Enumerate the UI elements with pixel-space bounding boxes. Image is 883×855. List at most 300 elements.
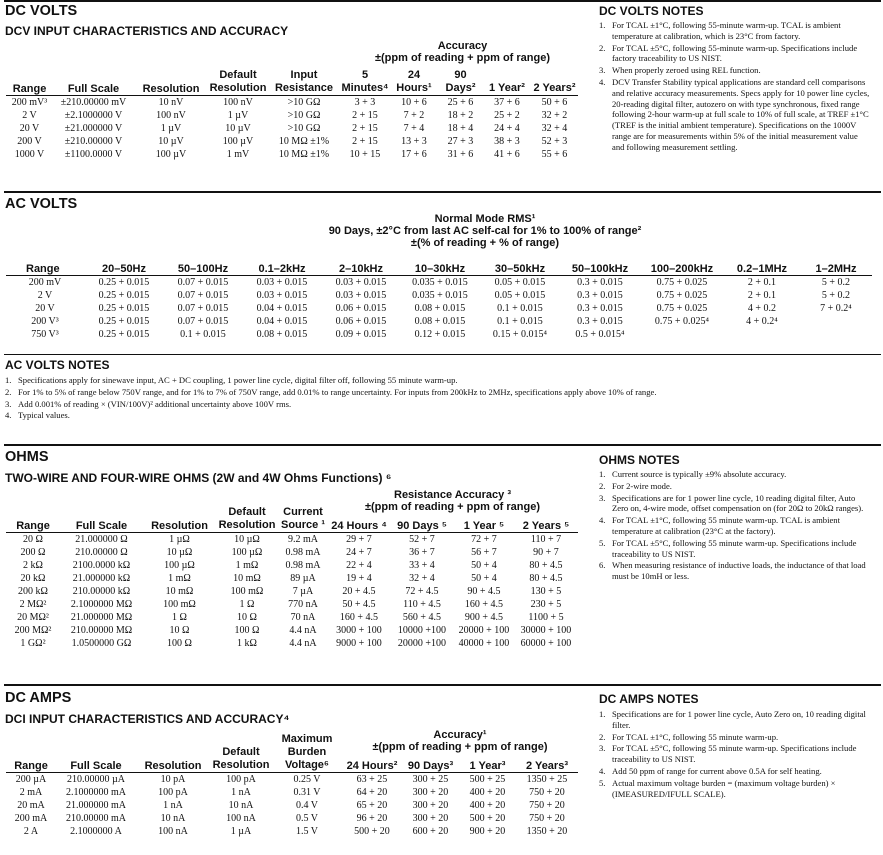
dci-cell: 20 mA [17,800,45,811]
acv-cell: 0.05 + 0.015 [494,290,546,301]
dcv-table-row [6,109,578,122]
acv-cell: 0.07 + 0.015 [164,276,242,290]
acv-col-1-2M: 1–2MHz [815,263,857,275]
dci-col-24h: 24 Hours² [346,760,398,772]
dcv-cell: 100 nV [208,96,268,110]
dcv-cell: 7 + 4 [403,123,425,134]
acv-cell: 0.25 + 0.015 [98,329,150,340]
dci-table-row [6,812,578,825]
dcv-cell: 100 µV [222,136,254,147]
dcv-subtitle: DCV INPUT CHARACTERISTICS AND ACCURACY [5,24,289,38]
acv-cell [724,328,800,341]
ohms-cell: 100 µΩ [231,547,263,558]
dcv-notes-title: DC VOLTS NOTES [599,4,704,18]
ohms-notes [599,469,871,583]
dcv-cell: ±210.00000 mV [53,96,134,110]
ohms-col-fullscale: Full Scale [75,520,128,532]
dci-cell: 100 pA [210,773,272,787]
dci-cell: 100 pA [158,787,188,798]
ohms-table-row [6,572,578,585]
ohms-cell: 200 Ω [20,547,46,558]
dcv-cell: ±210.00000 V [64,136,123,147]
dcv-cell: 200 mV³ [6,96,53,110]
ohms-cell: 29 + 7 [328,533,390,547]
acv-cell: 0.04 + 0.015 [256,303,308,314]
dcv-cell: 13 + 3 [401,136,427,147]
dci-cell: 750 + 20 [529,813,565,824]
ohms-cell: 30000 + 100 [520,625,572,636]
dci-table-row [6,825,578,838]
dcv-note-item: 3. When properly zeroed using REL function. [599,65,761,76]
dcv-cell: 3 + 3 [340,96,390,110]
acv-cell: 0.04 + 0.015 [256,316,308,327]
acv-col-50-100k: 50–100kHz [571,263,629,275]
dci-cell: 1350 + 20 [526,826,568,837]
acv-cell: 0.05 + 0.015 [480,276,560,290]
dcv-cell: 100 µV [155,149,187,160]
dci-cell: 2.1000000 A [70,826,122,837]
ohms-cell: 72 + 4.5 [405,586,439,597]
ohms-cell: 4.4 nA [289,638,317,649]
ohms-cell: 9.2 mA [278,533,328,547]
dci-note-text: For TCAL ±5°C, following 55 minute warm-up. Specifications include traceability to US NIST. [612,743,857,765]
acv-cell: 2 + 0.1 [747,290,777,301]
dci-cell: 200 µA [6,773,56,787]
ohms-col-1y: 1 Year ⁵ [463,520,505,532]
dcv-cell: ±2.1000000 V [64,110,123,121]
ohms-cell: 1.0500000 GΩ [71,638,132,649]
ohms-cell: 21.000000 Ω [60,533,143,547]
acv-cell: 0.75 + 0.025⁴ [654,316,710,327]
ohms-table-row [6,533,578,547]
dcv-cell: 32 + 2 [541,110,568,121]
dcv-cell: 41 + 6 [494,149,520,160]
dcv-cell: 24 + 4 [494,123,520,134]
acv-col-10-30k: 10–30kHz [414,263,466,275]
ohms-cell: 21.000000 MΩ [70,612,133,623]
acv-table-row [6,302,872,315]
dci-cell: 210.00000 µA [56,773,136,787]
dcv-cell: 55 + 6 [541,149,568,160]
dcv-cell: 27 + 3 [447,136,474,147]
dci-cell: 21.000000 mA [66,800,126,811]
ohms-cell: 160 + 4.5 [339,612,379,623]
acv-cell: 5 + 0.2 [821,290,851,301]
acv-cell: 0.035 + 0.015 [412,290,468,301]
dcv-col-resolution: Resolution [142,83,200,95]
ohms-cell: 0.98 mA [285,547,321,558]
ohms-cell: 9000 + 100 [336,638,382,649]
ohms-note-item: 1. Current source is typically ±9% absolute accuracy. [599,469,787,479]
acv-cell: 0.06 + 0.015 [335,316,387,327]
ohms-cell: 89 µA [290,573,316,584]
ohms-cell: 10 mΩ [165,586,194,597]
ohms-cell: 10 µΩ [166,547,193,558]
ohms-col-2y: 2 Years ⁵ [522,520,570,532]
ohms-top-rule [4,444,881,446]
ohms-cell: 100 Ω [234,625,260,636]
dcv-note-item: 1. For TCAL ±1°C, following 55-minute warm-up. TCAL is ambient temperature at calibration, which is 23°C from factory. [599,20,841,41]
acv-cell: 0.08 + 0.015 [414,316,466,327]
dci-cell: 0.4 V [295,800,319,811]
ohms-cell: 50 + 4 [471,573,497,584]
dci-cell: 63 + 25 [342,773,402,787]
acv-note-text: Add 0.001% of reading × (VIN/100V)² additional uncertainty above 100V rms. [18,398,292,409]
dci-table-row [6,799,578,812]
acv-cell: 0.07 + 0.015 [177,290,229,301]
acv-cell: 0.08 + 0.015 [414,303,466,314]
dcv-cell: 1 µV [227,110,249,121]
acv-cell: 0.1 + 0.015 [180,329,226,340]
ohms-cell: 33 + 4 [409,560,435,571]
dcv-cell: 1000 V [14,149,45,160]
ohms-cell: 2.1000000 MΩ [70,599,133,610]
dci-col-burden: Maximum Burden Voltage⁶ [281,733,333,771]
ohms-cell: 1 Ω [239,599,255,610]
acv-table-row [6,315,872,328]
dcv-cell: 37 + 6 [483,96,531,110]
ohms-cell: 1 kΩ [237,638,257,649]
acv-title: AC VOLTS [5,196,78,212]
ohms-cell: 110 + 4.5 [403,599,441,610]
ohms-note-item: 4. For TCAL ±1°C, following 55 minute warm-up. TCAL is ambient temperature at calibration (23°C at the factory). [599,515,840,536]
ohms-note-text: For TCAL ±1°C, following 55 minute warm-up. TCAL is ambient temperature at calibration (23°C at the factory). [612,515,840,536]
ohms-cell: 2100.0000 kΩ [72,560,131,571]
acv-cell: 0.3 + 0.015 [577,303,623,314]
ohms-note-text: When measuring resistance of inductive loads, the inductance of that load must be 10mH or less. [612,560,866,582]
dci-cell: 300 + 20 [412,813,449,824]
dcv-cell: 17 + 6 [401,149,427,160]
acv-cell: 0.25 + 0.015 [98,316,150,327]
dci-cell: 1 µA [230,826,252,837]
ohms-cell: 3000 + 100 [336,625,382,636]
acv-cell: 0.3 + 0.015 [577,316,623,327]
acv-top-rule [4,191,881,193]
acv-cell: 0.25 + 0.015 [84,276,164,290]
dcv-cell: 10 + 15 [349,149,381,160]
dci-cell: 65 + 20 [356,800,388,811]
ohms-cell: 90 + 4.5 [467,586,501,597]
dcv-cell: 18 + 2 [447,110,474,121]
dci-cell: 100 nA [158,826,188,837]
ohms-col-current: Current Source ¹ [280,506,325,531]
ohms-cell: 70 nA [290,612,316,623]
dcv-cell: 25 + 6 [438,96,483,110]
dcv-note-item: 4. DCV Transfer Stability typical applications are standard cell comparisons and relative accuracy measurements. Specs apply for 10 power line cycles, 20-reading digital filter, autozero on with type synchronous, fixed range following 2-hour warm-up at full scale to 10% of full scale, at TREF ±1°C (TREF is the initial ambient temperature). Specifications on the 1000V range are for measurements within 5% of the initial measurement value and following measurement settling. [599,76,870,152]
acv-col-0.2-1M: 0.2–1MHz [736,263,788,275]
dcv-col-24h: 24 Hours¹ [396,69,432,94]
ohms-table-row [6,546,578,559]
ohms-cell: 210.00000 Ω [75,547,128,558]
dci-cell: 300 + 25 [402,773,459,787]
dcv-table-row [6,122,578,135]
acv-note-item: 2. For 1% to 5% of range below 750V range, and for 1% to 7% of 750V range, add 0.01% to range uncertainty. For inputs from 200kHz to 2MHz, specifications apply above 10% of range. [5,386,657,397]
dci-cell: 2 A [23,826,39,837]
ohms-accuracy-header: Resistance Accuracy ³ ±(ppm of reading + ppm of range) [364,489,540,513]
ohms-cell: 560 + 4.5 [402,612,442,623]
ohms-note-text: For TCAL ±5°C, following 55 minute warm-up. Specifications include traceability to US NIST. [612,537,857,559]
dci-table-row [6,773,578,787]
ohms-table-row [6,585,578,598]
dcv-cell: 32 + 4 [541,123,568,134]
dcv-cell: >10 GΩ [287,110,321,121]
dci-cell: 900 + 20 [469,826,506,837]
dcv-cell: 100 nV [156,110,186,121]
dci-note-item: 5. Actual maximum voltage burden = (maximum voltage burden) × (IMEASURED/IFULL SCALE). [599,777,836,799]
dcv-col-5min: 5 Minutes⁴ [341,69,389,94]
acv-note-text: Specifications apply for sinewave input, AC + DC coupling, 1 power line cycle, digital filter off, following 55 minute warm-up. [18,375,458,385]
ohms-cell: 0.98 mA [285,560,321,571]
ohms-note-text: For 2-wire mode. [612,480,672,491]
ohms-cell: 210.00000 kΩ [72,586,131,597]
ohms-col-resolution: Resolution [151,520,208,532]
acv-col-100-200k: 100–200kHz [650,263,714,275]
dci-note-text: For TCAL ±1°C, following 55 minute warm-up. [612,731,779,742]
acv-cell: 0.75 + 0.025 [640,276,724,290]
ohms-cell: 100 mΩ [230,586,264,597]
ohms-cell: 50 + 4.5 [342,599,376,610]
ohms-cell: 20 + 4.5 [342,586,376,597]
ohms-cell: 7 µA [292,586,314,597]
dci-cell: 210.00000 mA [66,813,126,824]
dci-note-item: 2. For TCAL ±1°C, following 55 minute warm-up. [599,731,779,742]
dcv-cell: 2 + 15 [352,136,378,147]
dcv-note-item: 2. For TCAL ±5°C, following 55-minute warm-up. Specifications include factory traceability to US NIST. [599,42,858,64]
dci-cell: 1350 + 25 [516,773,578,787]
acv-cell: 0.03 + 0.015 [242,276,322,290]
ohms-cell: 20 Ω [6,533,60,547]
dci-cell: 200 mA [14,813,48,824]
ohms-cell: 52 + 7 [390,533,454,547]
ohms-cell: 60000 + 100 [520,638,572,649]
dci-cell: 400 + 20 [469,800,506,811]
ohms-cell: 50 + 4 [471,560,497,571]
dcv-notes [599,20,871,154]
dci-cell: 1.5 V [295,826,319,837]
ohms-cell: 230 + 5 [530,599,562,610]
ohms-cell: 72 + 7 [454,533,514,547]
dci-note-item: 1. Specifications are for 1 power line cycle, Auto Zero on, 10 reading digital filter. [599,709,866,730]
dci-cell: 10 nA [160,813,186,824]
dci-cell: 2.1000000 mA [66,787,126,798]
ohms-note-text: Current source is typically ±9% absolute accuracy. [612,469,787,479]
ohms-cell: 900 + 4.5 [464,612,504,623]
dci-cell: 0.5 V [295,813,319,824]
ohms-cell: 210.00000 MΩ [70,625,133,636]
dci-title: DC AMPS [5,690,72,706]
ohms-cell: 160 + 4.5 [464,599,504,610]
dcv-cell: 18 + 4 [447,123,474,134]
ohms-cell: 1 mΩ [235,560,259,571]
ohms-cell: 36 + 7 [409,547,435,558]
acv-table-row [6,289,872,302]
acv-cell: 0.03 + 0.015 [256,290,308,301]
ohms-cell: 20 kΩ [20,573,46,584]
ohms-cell: 2 kΩ [23,560,43,571]
dcv-cell: 10 + 6 [390,96,438,110]
acv-notes-rule [4,354,881,355]
dcv-table-row [6,135,578,148]
dcv-cell: 2 V [22,110,37,121]
acv-note-text: For 1% to 5% of range below 750V range, and for 1% to 7% of 750V range, add 0.01% to range uncertainty. For inputs from 200kHz to 2MHz, specifications apply above 10% of range. [18,386,657,397]
ohms-notes-title: OHMS NOTES [599,453,680,467]
ohms-cell: 19 + 4 [346,573,372,584]
ohms-cell: 1100 + 5 [528,612,564,623]
ohms-note-text: Specifications are for 1 power line cycle, 10 reading digital filter, Auto Zero on, 4-wire mode, offset compensation on (for 20Ω to 20kΩ ranges). [612,492,864,514]
acv-cell: 0.75 + 0.025 [656,303,708,314]
ohms-col-90d: 90 Days ⁵ [397,520,447,532]
dci-cell: 100 nA [226,813,256,824]
acv-cell: 20 V [35,303,55,314]
ohms-cell: 130 + 5 [530,586,562,597]
ohms-cell: 20000 +100 [397,638,447,649]
dci-cell: 750 + 20 [529,787,565,798]
ohms-col-default-res: Default Resolution [218,506,276,531]
acv-header: Normal Mode RMS¹ 90 Days, ±2°C from last AC self-cal for 1% to 100% of range² ±(% of reading + % of range) [328,213,642,249]
ohms-col-range: Range [16,520,50,532]
dci-cell: 2 mA [19,787,43,798]
acv-col-2-10k: 2–10kHz [338,263,384,275]
dci-cell: 0.31 V [293,787,321,798]
acv-cell: 0.03 + 0.015 [322,276,400,290]
dcv-note-text: For TCAL ±5°C, following 55-minute warm-up. Specifications include factory traceability to US NIST. [612,42,858,64]
dci-col-90d: 90 Days³ [407,760,454,772]
ohms-table-row [6,611,578,624]
acv-col-50-100: 50–100Hz [177,263,229,275]
dci-note-text: Add 50 ppm of range for current above 0.5A for self heating. [612,765,822,776]
ohms-cell: 2 MΩ² [19,599,47,610]
dcv-note-text: When properly zeroed using REL function. [612,65,761,76]
acv-cell: 0.1 + 0.015 [497,303,543,314]
dci-col-default-res: Default Resolution [212,746,270,771]
dci-table-row [6,786,578,799]
acv-cell: 0.3 + 0.015 [577,290,623,301]
dcv-cell: 25 + 2 [494,110,520,121]
dcv-table [6,69,578,161]
ohms-cell: 10 Ω [237,612,257,623]
dcv-cell: 52 + 3 [541,136,568,147]
dcv-cell: ±21.000000 V [64,123,123,134]
ohms-cell: 10 µΩ [216,533,278,547]
dci-col-2y: 2 Years³ [525,760,568,772]
dcv-cell: 7 + 2 [403,110,425,121]
acv-cell: 0.09 + 0.015 [335,329,387,340]
dci-top-rule [4,684,881,686]
acv-table [6,263,872,341]
dci-cell: 400 + 20 [469,787,506,798]
dci-notes [599,709,871,800]
ohms-cell: 1 GΩ² [20,638,46,649]
acv-cell: 200 V³ [31,316,59,327]
ohms-cell: 770 nA [288,599,318,610]
ohms-table-row [6,598,578,611]
ohms-table-row [6,624,578,637]
acv-notes [5,375,865,422]
dci-cell: 10 nA [228,800,254,811]
ohms-cell: 80 + 4.5 [529,573,563,584]
ohms-cell: 4.4 nA [289,625,317,636]
dcv-cell: >10 GΩ [287,123,321,134]
dcv-cell: 10 µV [158,136,184,147]
acv-note-item: 3. Add 0.001% of reading × (VIN/100V)² additional uncertainty above 100V rms. [5,398,292,409]
dci-note-item: 3. For TCAL ±5°C, following 55 minute warm-up. Specifications include traceability to US NIST. [599,743,857,765]
ohms-cell: 24 + 7 [346,547,372,558]
dcv-table-row [6,96,578,110]
dcv-cell: 50 + 6 [531,96,578,110]
dcv-title: DC VOLTS [5,3,78,19]
dci-cell: 10 pA [136,773,210,787]
acv-col-0.1-2k: 0.1–2kHz [258,263,306,275]
dci-cell: 500 + 20 [354,826,390,837]
dci-cell: 0.25 V [272,773,342,787]
acv-table-row [6,276,872,290]
dcv-col-90d: 90 Days² [445,69,476,94]
acv-cell: 2 + 0.1 [724,276,800,290]
dci-cell: 1 nA [163,800,183,811]
acv-cell: 5 + 0.2 [800,276,872,290]
acv-note-item: 4. Typical values. [5,410,70,421]
ohms-cell: 56 + 7 [471,547,497,558]
dcv-col-range: Range [12,83,47,95]
acv-notes-title: AC VOLTS NOTES [5,358,110,372]
ohms-note-item: 2. For 2-wire mode. [599,480,672,491]
dcv-cell: 10 MΩ ±1% [278,149,330,160]
dcv-cell: 2 + 15 [352,110,378,121]
dcv-col-input-res: Input Resistance [274,69,334,94]
acv-cell: 0.06 + 0.015 [335,303,387,314]
acv-cell: 0.035 + 0.015 [400,276,480,290]
acv-cell [640,328,724,341]
ohms-cell: 40000 + 100 [458,638,510,649]
acv-cell: 0.1 + 0.015 [497,316,543,327]
ohms-cell: 1 µΩ [143,533,216,547]
dci-table [6,733,578,838]
ohms-note-item: 3. Specifications are for 1 power line cycle, 10 reading digital filter, Auto Zero on, 4-wire mode, offset compensation on (for 20Ω to 20kΩ ranges). [599,492,864,514]
acv-cell [800,315,872,328]
acv-col-20-50: 20–50Hz [101,263,147,275]
dci-col-1y: 1 Year³ [469,760,506,772]
dci-accuracy-header: Accuracy¹ ±(ppm of reading + ppm of range) [372,729,548,753]
acv-cell: 2 V [37,290,53,301]
dci-cell: 1 nA [231,787,251,798]
acv-table-row [6,328,872,341]
dci-col-fullscale: Full Scale [70,760,122,772]
ohms-title: OHMS [5,449,49,465]
ohms-table-row [6,637,578,650]
ohms-cell: 100 mΩ [163,599,196,610]
dci-cell: 750 + 20 [529,800,565,811]
ohms-cell: 20000 + 100 [458,625,510,636]
dci-note-text: Actual maximum voltage burden = (maximum voltage burden) × (IMEASURED/IFULL SCALE). [612,777,836,799]
ohms-cell: 1 Ω [172,612,187,623]
acv-cell: 0.5 + 0.015⁴ [575,329,625,340]
dcv-cell: 1 mV [226,149,250,160]
dcv-col-2y: 2 Years² [533,82,576,94]
ohms-cell: 20 MΩ² [17,612,49,623]
acv-cell: 4 + 0.2 [747,303,777,314]
dci-subtitle: DCI INPUT CHARACTERISTICS AND ACCURACY⁴ [5,712,290,726]
acv-cell: 200 mV [6,276,84,290]
acv-cell: 0.15 + 0.015⁴ [492,329,548,340]
ohms-table [6,506,578,650]
ohms-cell: 90 + 7 [533,547,559,558]
acv-cell: 7 + 0.2⁴ [820,303,852,314]
ohms-note-item: 6. When measuring resistance of inductive loads, the inductance of that load must be 10mH or less. [599,560,866,582]
dcv-cell: 200 V [17,136,42,147]
dci-notes-title: DC AMPS NOTES [599,692,699,706]
dcv-top-rule [4,0,881,2]
acv-cell: 0.07 + 0.015 [177,303,229,314]
